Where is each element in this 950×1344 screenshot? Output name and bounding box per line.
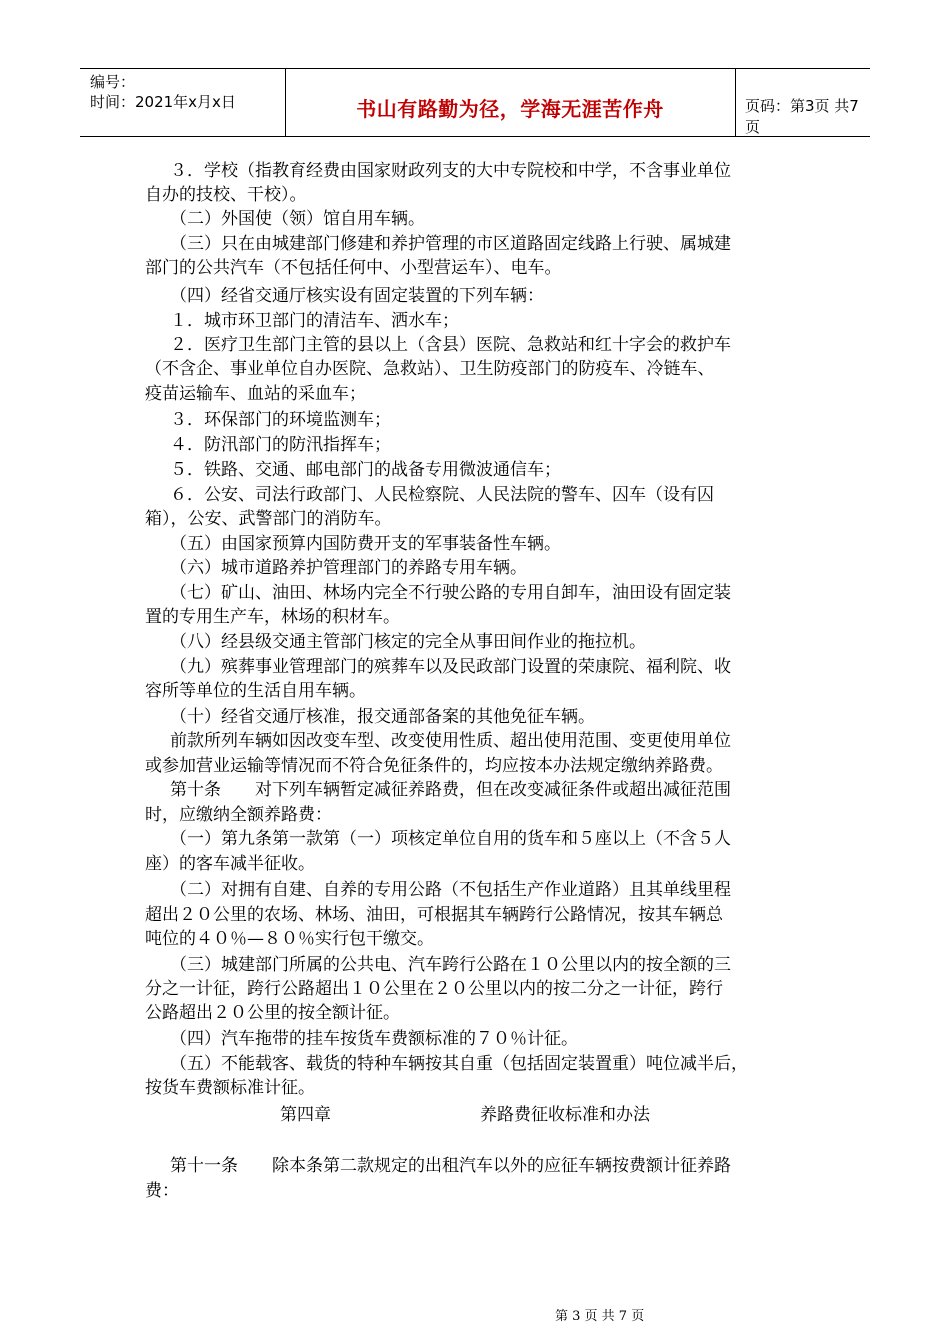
text-line: （四）汽车拖带的挂车按货车费额标准的７０％计征。 — [170, 1029, 578, 1049]
text-line: 第十条 对下列车辆暂定减征养路费，但在改变减征条件或超出减征范围 — [170, 780, 731, 800]
text-line: （五）不能载客、载货的特种车辆按其自重（包括固定装置重）吨位减半后， — [170, 1054, 748, 1074]
text-line: ２．医疗卫生部门主管的县以上（含县）医院、急救站和红十字会的救护车 — [170, 335, 731, 355]
text-line: 按货车费额标准计征。 — [145, 1078, 315, 1098]
page-header — [80, 68, 870, 137]
text-line: （六）城市道路养护管理部门的养路专用车辆。 — [170, 558, 527, 578]
text-line: １．城市环卫部门的清洁车、洒水车； — [170, 311, 459, 331]
text-line: 箱），公安、武警部门的消防车。 — [145, 509, 392, 529]
header-right-cell — [735, 69, 870, 136]
text-line: 超出２０公里的农场、林场、油田，可根据其车辆跨行公路情况，按其车辆总 — [145, 905, 723, 925]
text-line: （三）只在由城建部门修建和养护管理的市区道路固定线路上行驶、属城建 — [170, 234, 731, 254]
header-middle-cell — [285, 69, 736, 136]
text-line: ３．环保部门的环境监测车； — [170, 410, 391, 430]
header-left-cell — [80, 69, 286, 136]
text-line: （二）对拥有自建、自养的专用公路（不包括生产作业道路）且其单线里程 — [170, 880, 731, 900]
text-line: 公路超出２０公里的按全额计征。 — [145, 1003, 400, 1023]
text-line: 时，应缴纳全额养路费： — [145, 805, 332, 825]
text-line: ６．公安、司法行政部门、人民检察院、人民法院的警车、囚车（设有囚 — [170, 485, 714, 505]
text-line: （十）经省交通厅核准，报交通部备案的其他免征车辆。 — [170, 707, 595, 727]
text-line: 前款所列车辆如因改变车型、改变使用性质、超出使用范围、变更使用单位 — [170, 731, 731, 751]
text-line: ５．铁路、交通、邮电部门的战备专用微波通信车； — [170, 460, 561, 480]
text-line: （四）经省交通厅核实设有固定装置的下列车辆： — [170, 286, 544, 306]
document-date-label: 时间：2021年x月x日 — [90, 93, 236, 111]
text-line: 吨位的４０％—８０％实行包干缴交。 — [145, 929, 434, 949]
text-line: 容所等单位的生活自用车辆。 — [145, 681, 366, 701]
page-footer: 第 3 页 共 7 页 — [555, 1309, 645, 1324]
text-line: 置的专用生产车，林场的积材车。 — [145, 607, 400, 627]
text-line: （二）外国使（领）馆自用车辆。 — [170, 209, 425, 229]
text-line: 座）的客车减半征收。 — [145, 854, 315, 874]
text-line: 分之一计征，跨行公路超出１０公里在２０公里以内的按二分之一计征，跨行 — [145, 979, 723, 999]
text-line: （九）殡葬事业管理部门的殡葬车以及民政部门设置的荣康院、福利院、收 — [170, 657, 731, 677]
header-motto: 书山有路勤为径，学海无涯苦作舟 — [356, 97, 664, 121]
chapter-number: 第四章 — [280, 1105, 331, 1125]
text-line: 疫苗运输车、血站的采血车； — [145, 384, 366, 404]
text-line: ３．学校（指教育经费由国家财政列支的大中专院校和中学，不含事业单位 — [170, 161, 731, 181]
text-line: ４．防汛部门的防汛指挥车； — [170, 435, 391, 455]
text-line: （三）城建部门所属的公共电、汽车跨行公路在１０公里以内的按全额的三 — [170, 955, 731, 975]
header-page-info: 页码：第3页 共7页 — [745, 97, 859, 136]
text-line: 部门的公共汽车（不包括任何中、小型营运车）、电车。 — [145, 258, 562, 278]
text-line: （七）矿山、油田、林场内完全不行驶公路的专用自卸车，油田设有固定装 — [170, 583, 731, 603]
text-line: （八）经县级交通主管部门核定的完全从事田间作业的拖拉机。 — [170, 632, 646, 652]
document-number-label: 编号： — [90, 73, 136, 91]
text-line: 第十一条 除本条第二款规定的出租汽车以外的应征车辆按费额计征养路 — [170, 1156, 731, 1176]
chapter-title: 养路费征收标准和办法 — [480, 1105, 650, 1125]
text-line: （不含企、事业单位自办医院、急救站）、卫生防疫部门的防疫车、冷链车、 — [145, 359, 715, 379]
text-line: （一）第九条第一款第（一）项核定单位自用的货车和５座以上（不含５人 — [170, 829, 731, 849]
text-line: 或参加营业运输等情况而不符合免征条件的，均应按本办法规定缴纳养路费。 — [145, 756, 723, 776]
text-line: （五）由国家预算内国防费开支的军事装备性车辆。 — [170, 534, 561, 554]
text-line: 自办的技校、干校）。 — [145, 185, 307, 205]
text-line: 费： — [145, 1181, 179, 1201]
